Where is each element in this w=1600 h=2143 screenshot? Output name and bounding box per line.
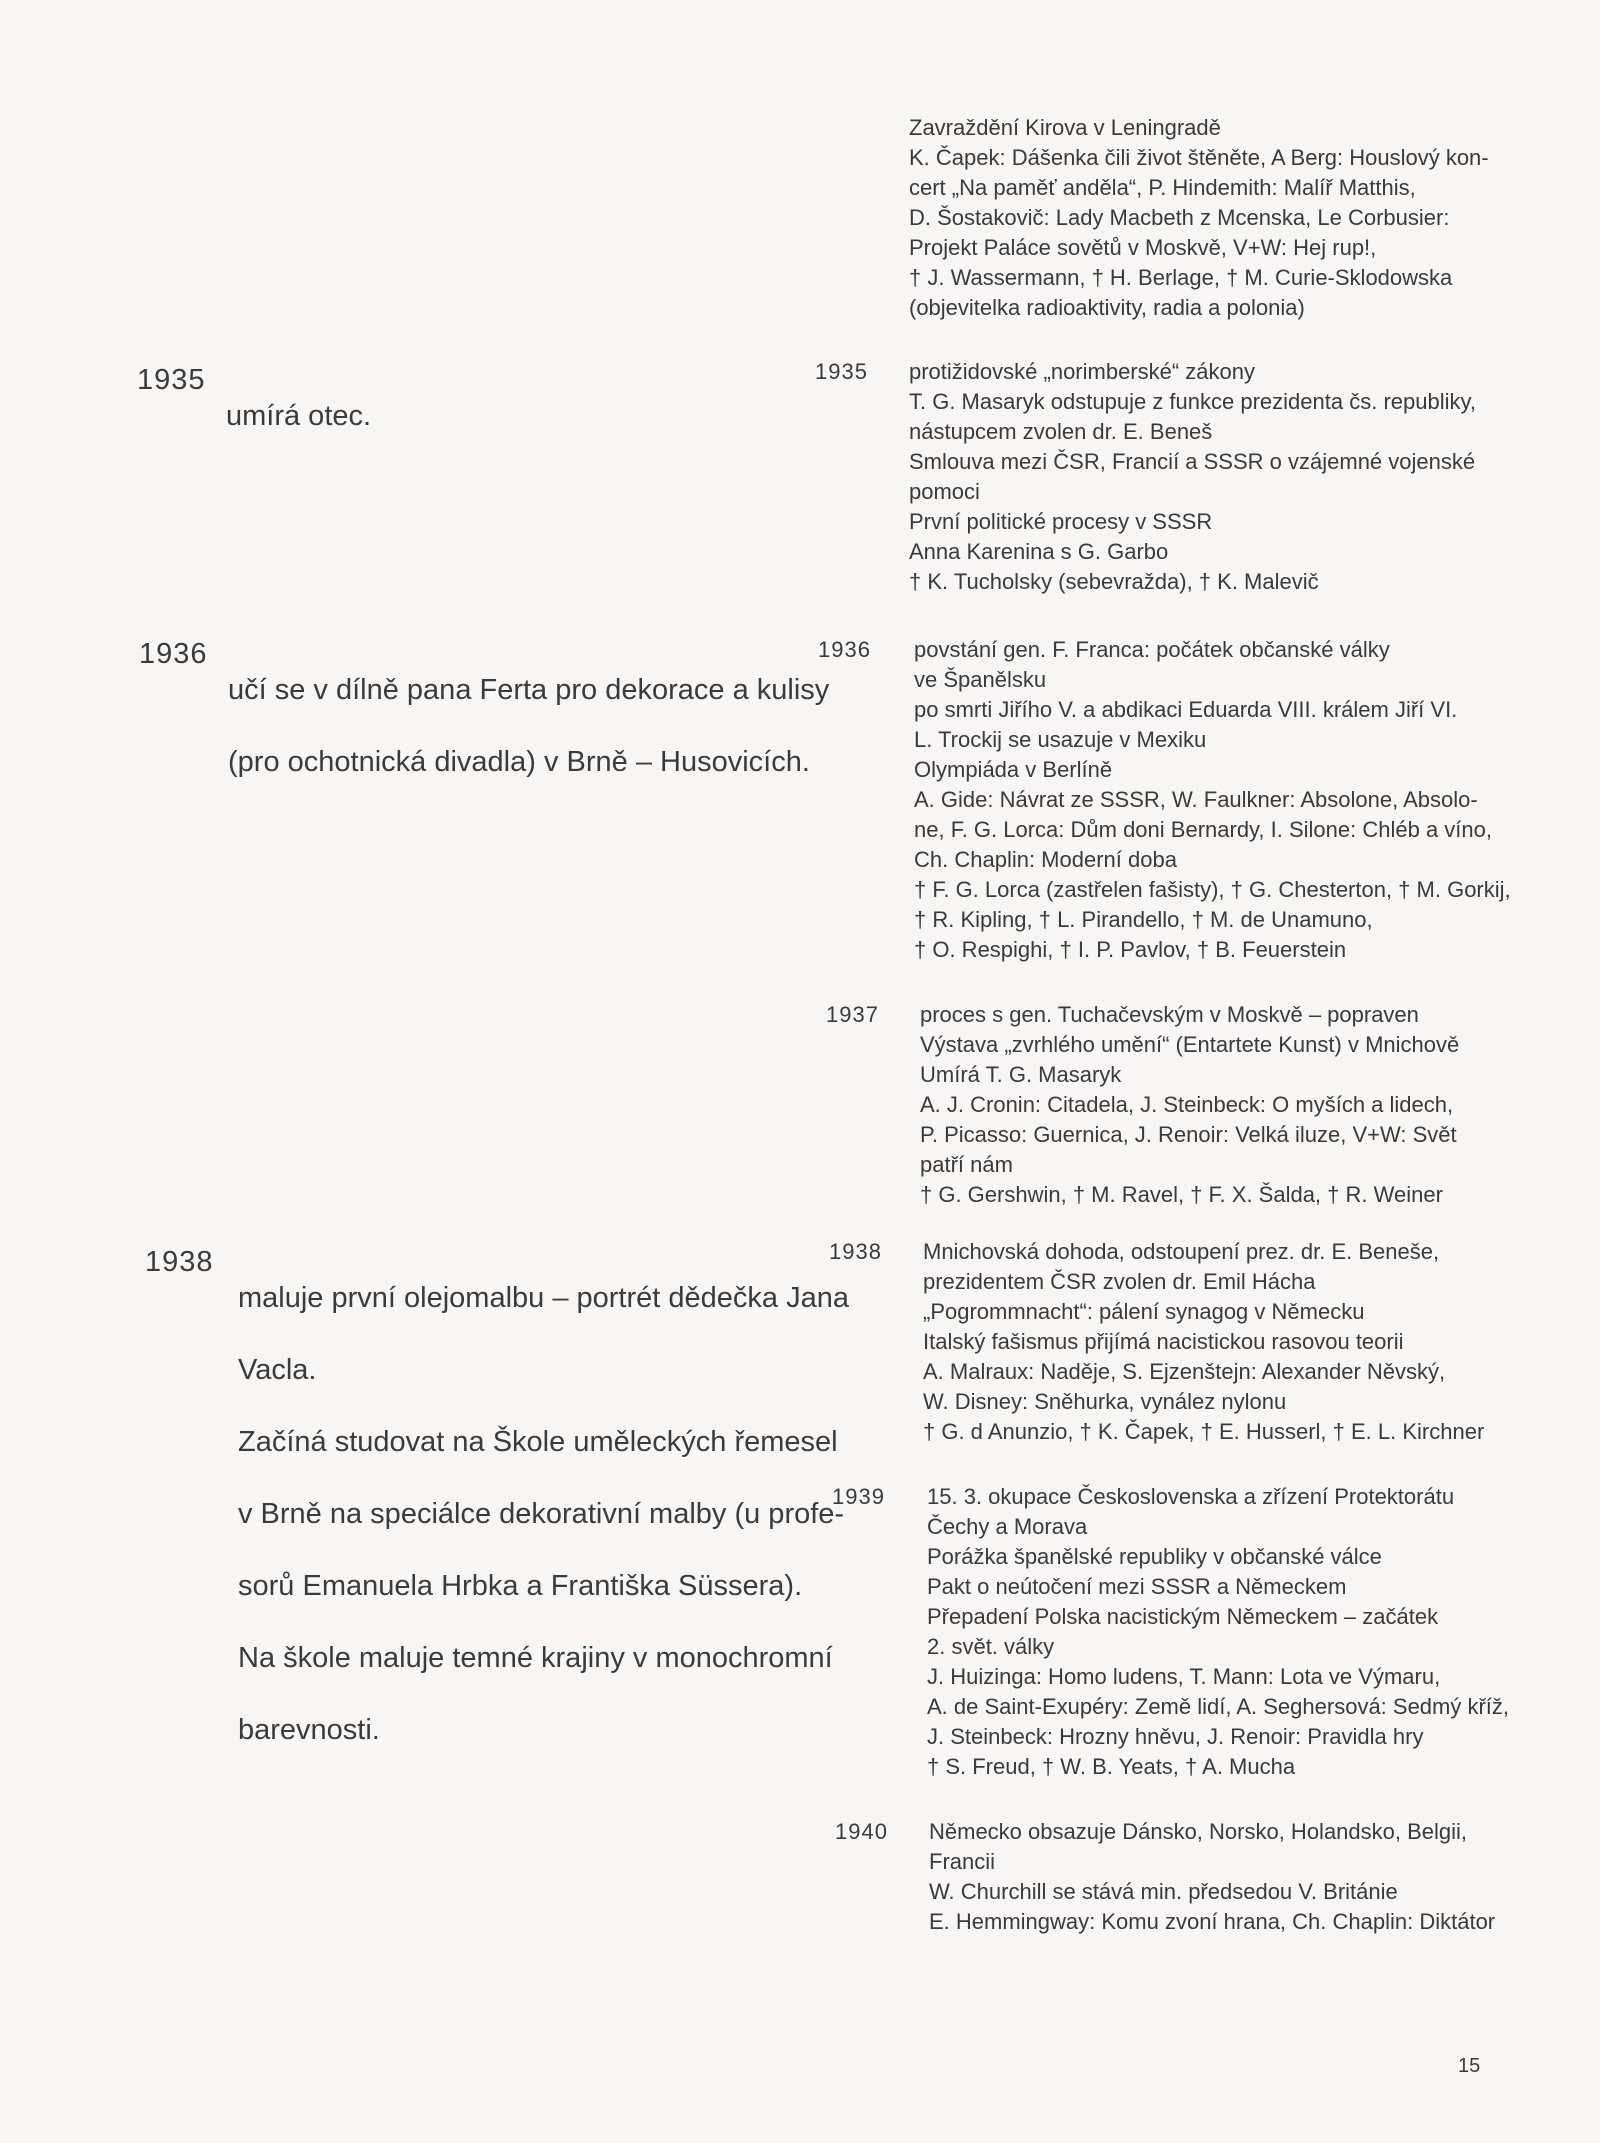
history-line: Pakt o neútočení mezi SSSR a Německem: [927, 1574, 1347, 1599]
history-line: proces s gen. Tuchačevským v Moskvě – popraven: [920, 1002, 1419, 1027]
bio-line: maluje první olejomalbu – portrét dědečka Jana: [238, 1282, 849, 1314]
bio-year: 1935: [137, 364, 206, 396]
history-line: Smlouva mezi ČSR, Francií a SSSR o vzájemné vojenské: [909, 449, 1476, 474]
intro-line: Zavraždění Kirova v Leningradě: [909, 115, 1221, 140]
history-text: [920, 1000, 1459, 1210]
history-line: J. Steinbeck: Hrozny hněvu, J. Renoir: Pravidla hry: [927, 1724, 1424, 1749]
bio-line: sorů Emanuela Hrbka a Františka Süssera).: [238, 1570, 803, 1602]
history-line: Olympiáda v Berlíně: [914, 757, 1113, 782]
bio-year: 1936: [139, 638, 208, 670]
history-line: Německo obsazuje Dánsko, Norsko, Holandsko, Belgii,: [929, 1819, 1468, 1844]
history-line: A. Malraux: Naděje, S. Ejzenštejn: Alexander Něvský,: [923, 1359, 1446, 1384]
history-line: † O. Respighi, † I. P. Pavlov, † B. Feuerstein: [914, 937, 1347, 962]
history-text: [914, 635, 1511, 965]
bio-line: Vacla.: [238, 1354, 317, 1386]
history-line: První politické procesy v SSSR: [909, 509, 1213, 534]
history-line: protižidovské „norimberské“ zákony: [909, 359, 1256, 384]
history-line: ve Španělsku: [914, 667, 1047, 692]
history-line: 2. svět. války: [927, 1634, 1055, 1659]
history-line: † R. Kipling, † L. Pirandello, † M. de Unamuno,: [914, 907, 1373, 932]
history-line: Francii: [929, 1849, 996, 1874]
history-line: Umírá T. G. Masaryk: [920, 1062, 1122, 1087]
intro-line: † J. Wassermann, † H. Berlage, † M. Curie-Sklodowska: [909, 265, 1453, 290]
bio-text: [226, 362, 371, 470]
bio-line: barevnosti.: [238, 1714, 380, 1746]
history-year: 1936: [818, 637, 871, 662]
history-line: W. Disney: Sněhurka, vynález nylonu: [923, 1389, 1287, 1414]
bio-line: Začíná studovat na Škole uměleckých řemesel: [238, 1426, 838, 1458]
history-line: † S. Freud, † W. B. Yeats, † A. Mucha: [927, 1754, 1296, 1779]
history-line: pomoci: [909, 479, 980, 504]
intro-line: D. Šostakovič: Lady Macbeth z Mcenska, Le Corbusier:: [909, 205, 1450, 230]
history-line: W. Churchill se stává min. předsedou V. Británie: [929, 1879, 1398, 1904]
history-line: Výstava „zvrhlého umění“ (Entartete Kunst) v Mnichově: [920, 1032, 1460, 1057]
intro-line: K. Čapek: Dášenka čili život štěněte, A Berg: Houslový kon-: [909, 145, 1489, 170]
history-line: Porážka španělské republiky v občanské válce: [927, 1544, 1382, 1569]
history-line: Přepadení Polska nacistickým Německem – začátek: [927, 1604, 1439, 1629]
history-year: 1939: [832, 1484, 885, 1509]
history-line: Čechy a Morava: [927, 1514, 1088, 1539]
intro-line: Projekt Paláce sovětů v Moskvě, V+W: Hej rup!,: [909, 235, 1377, 260]
history-line: prezidentem ČSR zvolen dr. Emil Hácha: [923, 1269, 1316, 1294]
history-line: T. G. Masaryk odstupuje z funkce prezidenta čs. republiky,: [909, 389, 1476, 414]
history-text: [927, 1482, 1509, 1782]
intro-line: cert „Na paměť anděla“, P. Hindemith: Malíř Matthis,: [909, 175, 1416, 200]
history-line: Ch. Chaplin: Moderní doba: [914, 847, 1177, 872]
history-line: Italský fašismus přijímá nacistickou rasovou teorii: [923, 1329, 1404, 1354]
intro-text: [909, 113, 1489, 323]
history-line: A. J. Cronin: Citadela, J. Steinbeck: O myších a lidech,: [920, 1092, 1454, 1117]
history-line: nástupcem zvolen dr. E. Beneš: [909, 419, 1213, 444]
history-line: P. Picasso: Guernica, J. Renoir: Velká iluze, V+W: Svět: [920, 1122, 1457, 1147]
history-line: „Pogrommnacht“: pálení synagog v Německu: [923, 1299, 1365, 1324]
history-line: Mnichovská dohoda, odstoupení prez. dr. E. Beneše,: [923, 1239, 1440, 1264]
history-line: ne, F. G. Lorca: Dům doni Bernardy, I. Silone: Chléb a víno,: [914, 817, 1492, 842]
history-line: po smrti Jiřího V. a abdikaci Eduarda VIII. králem Jiří VI.: [914, 697, 1458, 722]
history-year: 1937: [826, 1002, 879, 1027]
history-line: † G. d Anunzio, † K. Čapek, † E. Husserl, † E. L. Kirchner: [923, 1419, 1485, 1444]
bio-line: umírá otec.: [226, 400, 372, 432]
page-number: 15: [1458, 2055, 1481, 2077]
history-text: [909, 357, 1476, 597]
history-year: 1938: [829, 1239, 882, 1264]
bio-text: [238, 1244, 849, 1784]
bio-line: (pro ochotnická divadla) v Brně – Husovicích.: [228, 746, 810, 778]
history-year: 1940: [835, 1819, 888, 1844]
bio-year: 1938: [145, 1246, 214, 1278]
history-line: A. de Saint-Exupéry: Země lidí, A. Seghersová: Sedmý kříž,: [927, 1694, 1510, 1719]
history-line: † G. Gershwin, † M. Ravel, † F. X. Šalda, † R. Weiner: [920, 1182, 1443, 1207]
bio-line: Na škole maluje temné krajiny v monochromní: [238, 1642, 833, 1674]
intro-line: (objevitelka radioaktivity, radia a polonia): [909, 295, 1305, 320]
history-line: A. Gide: Návrat ze SSSR, W. Faulkner: Absolone, Absolo-: [914, 787, 1478, 812]
history-line: J. Huizinga: Homo ludens, T. Mann: Lota ve Výmaru,: [927, 1664, 1441, 1689]
bio-line: v Brně na speciálce dekorativní malby (u profe-: [238, 1498, 845, 1530]
history-line: povstání gen. F. Franca: počátek občanské války: [914, 637, 1390, 662]
history-year: 1935: [815, 359, 868, 384]
history-line: Anna Karenina s G. Garbo: [909, 539, 1169, 564]
history-text: [923, 1237, 1484, 1447]
history-line: E. Hemmingway: Komu zvoní hrana, Ch. Chaplin: Diktátor: [929, 1909, 1496, 1934]
history-line: † K. Tucholsky (sebevražda), † K. Malevič: [909, 569, 1319, 594]
history-text: [929, 1817, 1495, 1937]
history-line: † F. G. Lorca (zastřelen fašisty), † G. Chesterton, † M. Gorkij,: [914, 877, 1511, 902]
history-line: patří nám: [920, 1152, 1013, 1177]
bio-line: učí se v dílně pana Ferta pro dekorace a kulisy: [228, 674, 830, 706]
history-line: L. Trockij se usazuje v Mexiku: [914, 727, 1207, 752]
history-line: 15. 3. okupace Československa a zřízení Protektorátu: [927, 1484, 1455, 1509]
bio-text: [228, 636, 829, 816]
